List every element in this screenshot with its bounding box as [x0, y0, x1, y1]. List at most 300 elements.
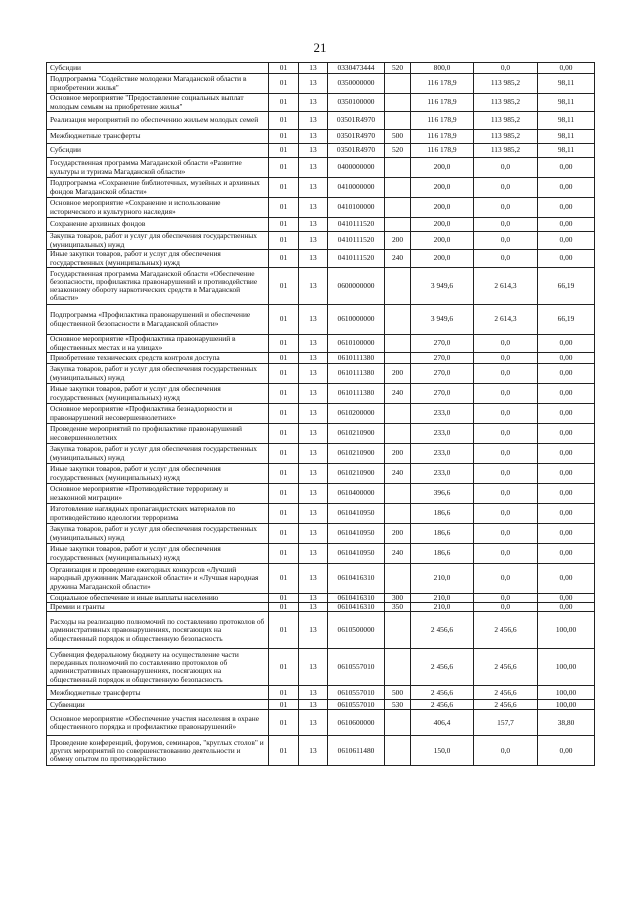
row-execution-percent: 98,11 [538, 74, 595, 94]
row-target-article: 0610210900 [328, 424, 385, 444]
row-planned-amount: 200,0 [411, 198, 474, 218]
row-section: 01 [269, 232, 299, 250]
row-target-article: 0610210900 [328, 464, 385, 484]
row-target-article: 0610416310 [328, 603, 385, 612]
row-execution-percent: 0,00 [538, 524, 595, 544]
row-expense-type: 520 [385, 144, 411, 158]
row-planned-amount: 200,0 [411, 178, 474, 198]
row-target-article: 0610400000 [328, 484, 385, 504]
table-row [47, 444, 595, 464]
row-execution-percent: 100,00 [538, 700, 595, 710]
row-actual-amount: 0,0 [474, 544, 538, 564]
table-row [47, 130, 595, 144]
row-section: 01 [269, 464, 299, 484]
row-section: 01 [269, 564, 299, 594]
table-row [47, 736, 595, 766]
row-section: 01 [269, 364, 299, 384]
row-expense-type [385, 353, 411, 364]
row-execution-percent: 0,00 [538, 544, 595, 564]
row-section: 01 [269, 710, 299, 736]
table-row [47, 74, 595, 94]
table-row [47, 268, 595, 305]
row-actual-amount: 2 614,3 [474, 305, 538, 335]
row-execution-percent: 66,19 [538, 268, 595, 305]
row-expense-type: 530 [385, 700, 411, 710]
row-planned-amount: 270,0 [411, 384, 474, 404]
row-actual-amount: 0,0 [474, 353, 538, 364]
row-planned-amount: 150,0 [411, 736, 474, 766]
row-actual-amount: 113 985,2 [474, 130, 538, 144]
row-subsection: 13 [299, 335, 328, 353]
row-target-article: 0350000000 [328, 74, 385, 94]
row-subsection: 13 [299, 94, 328, 112]
row-expense-type: 200 [385, 444, 411, 464]
row-name: Иные закупки товаров, работ и услуг для обеспечения государственных (муниципальных) нужд [47, 250, 269, 268]
row-planned-amount: 210,0 [411, 603, 474, 612]
table-row [47, 700, 595, 710]
row-name: Проведение конференций, форумов, семинаров, "круглых столов" и других мероприятий по совершенствованию деятельности и обмену опытом по противодействию [47, 736, 269, 766]
row-section: 01 [269, 524, 299, 544]
row-name: Организация и проведение ежегодных конкурсов «Лучший народный дружинник Магаданской области» и «Лучшая народная дружина Магаданской области» [47, 564, 269, 594]
row-name: Закупка товаров, работ и услуг для обеспечения государственных (муниципальных) нужд [47, 524, 269, 544]
row-expense-type [385, 74, 411, 94]
row-subsection: 13 [299, 444, 328, 464]
row-section: 01 [269, 178, 299, 198]
row-name: Основное мероприятие "Предоставление социальных выплат молодым семьям на приобретение жилья" [47, 94, 269, 112]
row-expense-type [385, 504, 411, 524]
row-section: 01 [269, 504, 299, 524]
row-actual-amount: 0,0 [474, 464, 538, 484]
row-planned-amount: 2 456,6 [411, 649, 474, 686]
row-target-article: 0410000000 [328, 178, 385, 198]
table-row [47, 384, 595, 404]
row-planned-amount: 200,0 [411, 218, 474, 232]
row-subsection: 13 [299, 63, 328, 74]
row-actual-amount: 0,0 [474, 384, 538, 404]
row-actual-amount: 0,0 [474, 524, 538, 544]
row-target-article: 0610410950 [328, 544, 385, 564]
row-name: Подпрограмма "Содействие молодежи Магаданской области в приобретении жилья" [47, 74, 269, 94]
row-section: 01 [269, 686, 299, 700]
row-name: Субсидии [47, 63, 269, 74]
row-name: Основное мероприятие «Противодействие терроризму и незаконной миграции» [47, 484, 269, 504]
row-subsection: 13 [299, 158, 328, 178]
row-name: Приобретение технических средств контроля доступа [47, 353, 269, 364]
table-row [47, 612, 595, 649]
row-section: 01 [269, 544, 299, 564]
row-name: Закупка товаров, работ и услуг для обеспечения государственных (муниципальных) нужд [47, 232, 269, 250]
row-name: Премии и гранты [47, 603, 269, 612]
row-expense-type [385, 158, 411, 178]
row-subsection: 13 [299, 364, 328, 384]
row-planned-amount: 116 178,9 [411, 94, 474, 112]
row-subsection: 13 [299, 198, 328, 218]
row-planned-amount: 186,6 [411, 544, 474, 564]
table-row [47, 353, 595, 364]
row-actual-amount: 0,0 [474, 198, 538, 218]
row-expense-type [385, 484, 411, 504]
table-row [47, 335, 595, 353]
row-actual-amount: 2 456,6 [474, 686, 538, 700]
row-execution-percent: 0,00 [538, 594, 595, 603]
row-name: Государственная программа Магаданской области «Обеспечение безопасности, профилактика правонарушений и противодействие незаконному обороту наркотических средств в Магаданской области» [47, 268, 269, 305]
row-planned-amount: 233,0 [411, 444, 474, 464]
row-target-article: 0610111380 [328, 384, 385, 404]
row-planned-amount: 2 456,6 [411, 686, 474, 700]
row-planned-amount: 2 456,6 [411, 700, 474, 710]
row-actual-amount: 113 985,2 [474, 112, 538, 130]
row-execution-percent: 0,00 [538, 736, 595, 766]
row-planned-amount: 200,0 [411, 158, 474, 178]
row-execution-percent: 0,00 [538, 63, 595, 74]
row-subsection: 13 [299, 710, 328, 736]
row-expense-type: 350 [385, 603, 411, 612]
row-subsection: 13 [299, 686, 328, 700]
row-target-article: 0610200000 [328, 404, 385, 424]
row-target-article: 03501R4970 [328, 112, 385, 130]
row-expense-type: 500 [385, 686, 411, 700]
row-actual-amount: 0,0 [474, 424, 538, 444]
row-actual-amount: 2 614,3 [474, 268, 538, 305]
row-name: Основное мероприятие «Профилактика безнадзорности и правонарушений несовершеннолетних» [47, 404, 269, 424]
budget-table [46, 62, 595, 766]
row-execution-percent: 98,11 [538, 94, 595, 112]
row-planned-amount: 233,0 [411, 464, 474, 484]
page-number: 21 [313, 40, 327, 55]
row-target-article: 0610410950 [328, 504, 385, 524]
row-name: Расходы на реализацию полномочий по составлению протоколов об административных правонарушениях, посягающих на общественный порядок и общественную безопасность [47, 612, 269, 649]
row-actual-amount: 113 985,2 [474, 94, 538, 112]
row-name: Основное мероприятие «Сохранение и использование исторического и культурного наследия» [47, 198, 269, 218]
row-section: 01 [269, 736, 299, 766]
row-expense-type [385, 649, 411, 686]
row-target-article: 0610500000 [328, 612, 385, 649]
table-row [47, 504, 595, 524]
row-execution-percent: 0,00 [538, 484, 595, 504]
row-expense-type [385, 404, 411, 424]
row-execution-percent: 100,00 [538, 686, 595, 700]
row-section: 01 [269, 335, 299, 353]
row-planned-amount: 3 949,6 [411, 305, 474, 335]
row-execution-percent: 0,00 [538, 232, 595, 250]
row-expense-type [385, 564, 411, 594]
row-subsection: 13 [299, 424, 328, 444]
row-execution-percent: 0,00 [538, 335, 595, 353]
row-planned-amount: 270,0 [411, 335, 474, 353]
row-name: Межбюджетные трансферты [47, 130, 269, 144]
row-actual-amount: 0,0 [474, 218, 538, 232]
row-execution-percent: 0,00 [538, 250, 595, 268]
row-expense-type [385, 736, 411, 766]
row-actual-amount: 0,0 [474, 736, 538, 766]
row-section: 01 [269, 404, 299, 424]
row-expense-type [385, 612, 411, 649]
row-target-article: 0350100000 [328, 94, 385, 112]
row-planned-amount: 186,6 [411, 524, 474, 544]
row-section: 01 [269, 63, 299, 74]
row-planned-amount: 186,6 [411, 504, 474, 524]
row-subsection: 13 [299, 700, 328, 710]
row-name: Основное мероприятие «Профилактика правонарушений в общественных местах и на улицах» [47, 335, 269, 353]
row-subsection: 13 [299, 305, 328, 335]
row-actual-amount: 0,0 [474, 335, 538, 353]
row-name: Изготовление наглядных пропагандистских материалов по противодействию идеологии терроризма [47, 504, 269, 524]
row-name: Государственная программа Магаданской области «Развитие культуры и туризма Магаданской области» [47, 158, 269, 178]
row-actual-amount: 0,0 [474, 178, 538, 198]
row-expense-type: 500 [385, 130, 411, 144]
row-actual-amount: 2 456,6 [474, 700, 538, 710]
row-subsection: 13 [299, 464, 328, 484]
row-section: 01 [269, 594, 299, 603]
row-execution-percent: 98,11 [538, 130, 595, 144]
row-target-article: 03501R4970 [328, 130, 385, 144]
row-expense-type: 240 [385, 464, 411, 484]
row-planned-amount: 200,0 [411, 232, 474, 250]
row-section: 01 [269, 268, 299, 305]
row-expense-type: 240 [385, 250, 411, 268]
row-target-article: 0610000000 [328, 305, 385, 335]
row-section: 01 [269, 112, 299, 130]
row-target-article: 0610611480 [328, 736, 385, 766]
row-name: Реализация мероприятий по обеспечению жильем молодых семей [47, 112, 269, 130]
row-subsection: 13 [299, 250, 328, 268]
row-planned-amount: 270,0 [411, 364, 474, 384]
row-expense-type: 200 [385, 524, 411, 544]
table-row [47, 144, 595, 158]
row-execution-percent: 0,00 [538, 603, 595, 612]
table-row [47, 404, 595, 424]
row-expense-type [385, 218, 411, 232]
row-actual-amount: 0,0 [474, 63, 538, 74]
row-section: 01 [269, 74, 299, 94]
table-row [47, 198, 595, 218]
row-execution-percent: 0,00 [538, 178, 595, 198]
row-name: Проведение мероприятий по профилактике правонарушений несовершеннолетних [47, 424, 269, 444]
table-row [47, 484, 595, 504]
row-execution-percent: 0,00 [538, 384, 595, 404]
row-actual-amount: 113 985,2 [474, 144, 538, 158]
row-execution-percent: 0,00 [538, 464, 595, 484]
row-target-article: 0610557010 [328, 649, 385, 686]
row-target-article: 0610416310 [328, 564, 385, 594]
row-target-article: 0400000000 [328, 158, 385, 178]
row-planned-amount: 116 178,9 [411, 74, 474, 94]
row-subsection: 13 [299, 384, 328, 404]
row-subsection: 13 [299, 144, 328, 158]
row-expense-type: 240 [385, 544, 411, 564]
row-planned-amount: 2 456,6 [411, 612, 474, 649]
row-target-article: 0330473444 [328, 63, 385, 74]
row-subsection: 13 [299, 404, 328, 424]
row-execution-percent: 0,00 [538, 564, 595, 594]
row-expense-type [385, 305, 411, 335]
row-name: Подпрограмма «Сохранение библиотечных, музейных и архивных фондов Магаданской области» [47, 178, 269, 198]
row-subsection: 13 [299, 112, 328, 130]
row-planned-amount: 210,0 [411, 564, 474, 594]
row-planned-amount: 233,0 [411, 424, 474, 444]
row-expense-type: 240 [385, 384, 411, 404]
table-row [47, 364, 595, 384]
row-subsection: 13 [299, 736, 328, 766]
row-actual-amount: 0,0 [474, 484, 538, 504]
row-subsection: 13 [299, 484, 328, 504]
row-execution-percent: 0,00 [538, 218, 595, 232]
table-row [47, 424, 595, 444]
row-section: 01 [269, 424, 299, 444]
row-target-article: 0410111520 [328, 218, 385, 232]
row-name: Подпрограмма «Профилактика правонарушений и обеспечение общественной безопасности в Магаданской области» [47, 305, 269, 335]
row-section: 01 [269, 130, 299, 144]
row-target-article: 0610111380 [328, 364, 385, 384]
row-name: Социальное обеспечение и иные выплаты населению [47, 594, 269, 603]
row-name: Закупка товаров, работ и услуг для обеспечения государственных (муниципальных) нужд [47, 364, 269, 384]
row-planned-amount: 116 178,9 [411, 112, 474, 130]
row-planned-amount: 3 949,6 [411, 268, 474, 305]
row-subsection: 13 [299, 544, 328, 564]
row-actual-amount: 0,0 [474, 250, 538, 268]
row-actual-amount: 0,0 [474, 504, 538, 524]
row-subsection: 13 [299, 603, 328, 612]
row-subsection: 13 [299, 130, 328, 144]
row-target-article: 03501R4970 [328, 144, 385, 158]
row-actual-amount: 2 456,6 [474, 649, 538, 686]
row-target-article: 0600000000 [328, 268, 385, 305]
row-actual-amount: 0,0 [474, 594, 538, 603]
table-row [47, 232, 595, 250]
row-subsection: 13 [299, 504, 328, 524]
table-row [47, 94, 595, 112]
row-target-article: 0410100000 [328, 198, 385, 218]
row-expense-type [385, 94, 411, 112]
row-execution-percent: 0,00 [538, 353, 595, 364]
row-name: Субсидии [47, 144, 269, 158]
table-row [47, 464, 595, 484]
row-target-article: 0410111520 [328, 232, 385, 250]
table-row [47, 218, 595, 232]
row-section: 01 [269, 384, 299, 404]
row-name: Субвенции [47, 700, 269, 710]
row-section: 01 [269, 649, 299, 686]
row-subsection: 13 [299, 268, 328, 305]
row-subsection: 13 [299, 524, 328, 544]
row-subsection: 13 [299, 612, 328, 649]
table-row [47, 594, 595, 603]
row-actual-amount: 113 985,2 [474, 74, 538, 94]
row-execution-percent: 98,11 [538, 144, 595, 158]
row-execution-percent: 0,00 [538, 198, 595, 218]
row-target-article: 0610557010 [328, 700, 385, 710]
row-subsection: 13 [299, 564, 328, 594]
table-row [47, 710, 595, 736]
row-name: Иные закупки товаров, работ и услуг для обеспечения государственных (муниципальных) нужд [47, 384, 269, 404]
row-name: Иные закупки товаров, работ и услуг для обеспечения государственных (муниципальных) нужд [47, 464, 269, 484]
row-section: 01 [269, 305, 299, 335]
row-execution-percent: 0,00 [538, 158, 595, 178]
row-section: 01 [269, 198, 299, 218]
row-execution-percent: 0,00 [538, 444, 595, 464]
row-expense-type [385, 112, 411, 130]
row-subsection: 13 [299, 218, 328, 232]
row-actual-amount: 0,0 [474, 232, 538, 250]
row-section: 01 [269, 94, 299, 112]
row-planned-amount: 406,4 [411, 710, 474, 736]
row-planned-amount: 396,6 [411, 484, 474, 504]
table-row [47, 649, 595, 686]
table-row [47, 524, 595, 544]
row-section: 01 [269, 218, 299, 232]
table-row [47, 564, 595, 594]
row-expense-type: 200 [385, 232, 411, 250]
row-expense-type [385, 268, 411, 305]
row-actual-amount: 0,0 [474, 364, 538, 384]
row-planned-amount: 233,0 [411, 404, 474, 424]
row-section: 01 [269, 158, 299, 178]
row-subsection: 13 [299, 594, 328, 603]
row-actual-amount: 0,0 [474, 603, 538, 612]
table-row [47, 63, 595, 74]
row-execution-percent: 0,00 [538, 504, 595, 524]
row-execution-percent: 66,19 [538, 305, 595, 335]
row-expense-type [385, 178, 411, 198]
row-expense-type [385, 198, 411, 218]
row-section: 01 [269, 353, 299, 364]
row-planned-amount: 200,0 [411, 250, 474, 268]
row-actual-amount: 0,0 [474, 444, 538, 464]
row-name: Межбюджетные трансферты [47, 686, 269, 700]
table-row [47, 305, 595, 335]
row-section: 01 [269, 612, 299, 649]
table-row [47, 158, 595, 178]
row-subsection: 13 [299, 353, 328, 364]
row-actual-amount: 0,0 [474, 158, 538, 178]
row-execution-percent: 0,00 [538, 364, 595, 384]
row-subsection: 13 [299, 649, 328, 686]
row-execution-percent: 98,11 [538, 112, 595, 130]
row-subsection: 13 [299, 232, 328, 250]
table-row [47, 178, 595, 198]
row-name: Основное мероприятие «Обеспечение участия населения в охране общественного порядка и профилактике правонарушений» [47, 710, 269, 736]
table-row [47, 250, 595, 268]
row-section: 01 [269, 700, 299, 710]
row-target-article: 0410111520 [328, 250, 385, 268]
row-target-article: 0610557010 [328, 686, 385, 700]
row-expense-type: 200 [385, 364, 411, 384]
row-target-article: 0610410950 [328, 524, 385, 544]
table-row [47, 603, 595, 612]
table-row [47, 112, 595, 130]
row-expense-type [385, 335, 411, 353]
row-expense-type: 300 [385, 594, 411, 603]
row-planned-amount: 800,0 [411, 63, 474, 74]
row-name: Субвенция федеральному бюджету на осуществление части переданных полномочий по составлению протоколов об административных правонарушениях, посягающих на общественный порядок и общественную безопасность [47, 649, 269, 686]
row-name: Сохранение архивных фондов [47, 218, 269, 232]
row-expense-type [385, 424, 411, 444]
row-target-article: 0610210900 [328, 444, 385, 464]
row-expense-type [385, 710, 411, 736]
row-actual-amount: 0,0 [474, 564, 538, 594]
row-subsection: 13 [299, 178, 328, 198]
row-target-article: 0610111380 [328, 353, 385, 364]
row-section: 01 [269, 250, 299, 268]
table-row [47, 686, 595, 700]
row-subsection: 13 [299, 74, 328, 94]
row-execution-percent: 0,00 [538, 424, 595, 444]
row-actual-amount: 2 456,6 [474, 612, 538, 649]
row-actual-amount: 0,0 [474, 404, 538, 424]
row-execution-percent: 38,80 [538, 710, 595, 736]
row-target-article: 0610100000 [328, 335, 385, 353]
table-row [47, 544, 595, 564]
